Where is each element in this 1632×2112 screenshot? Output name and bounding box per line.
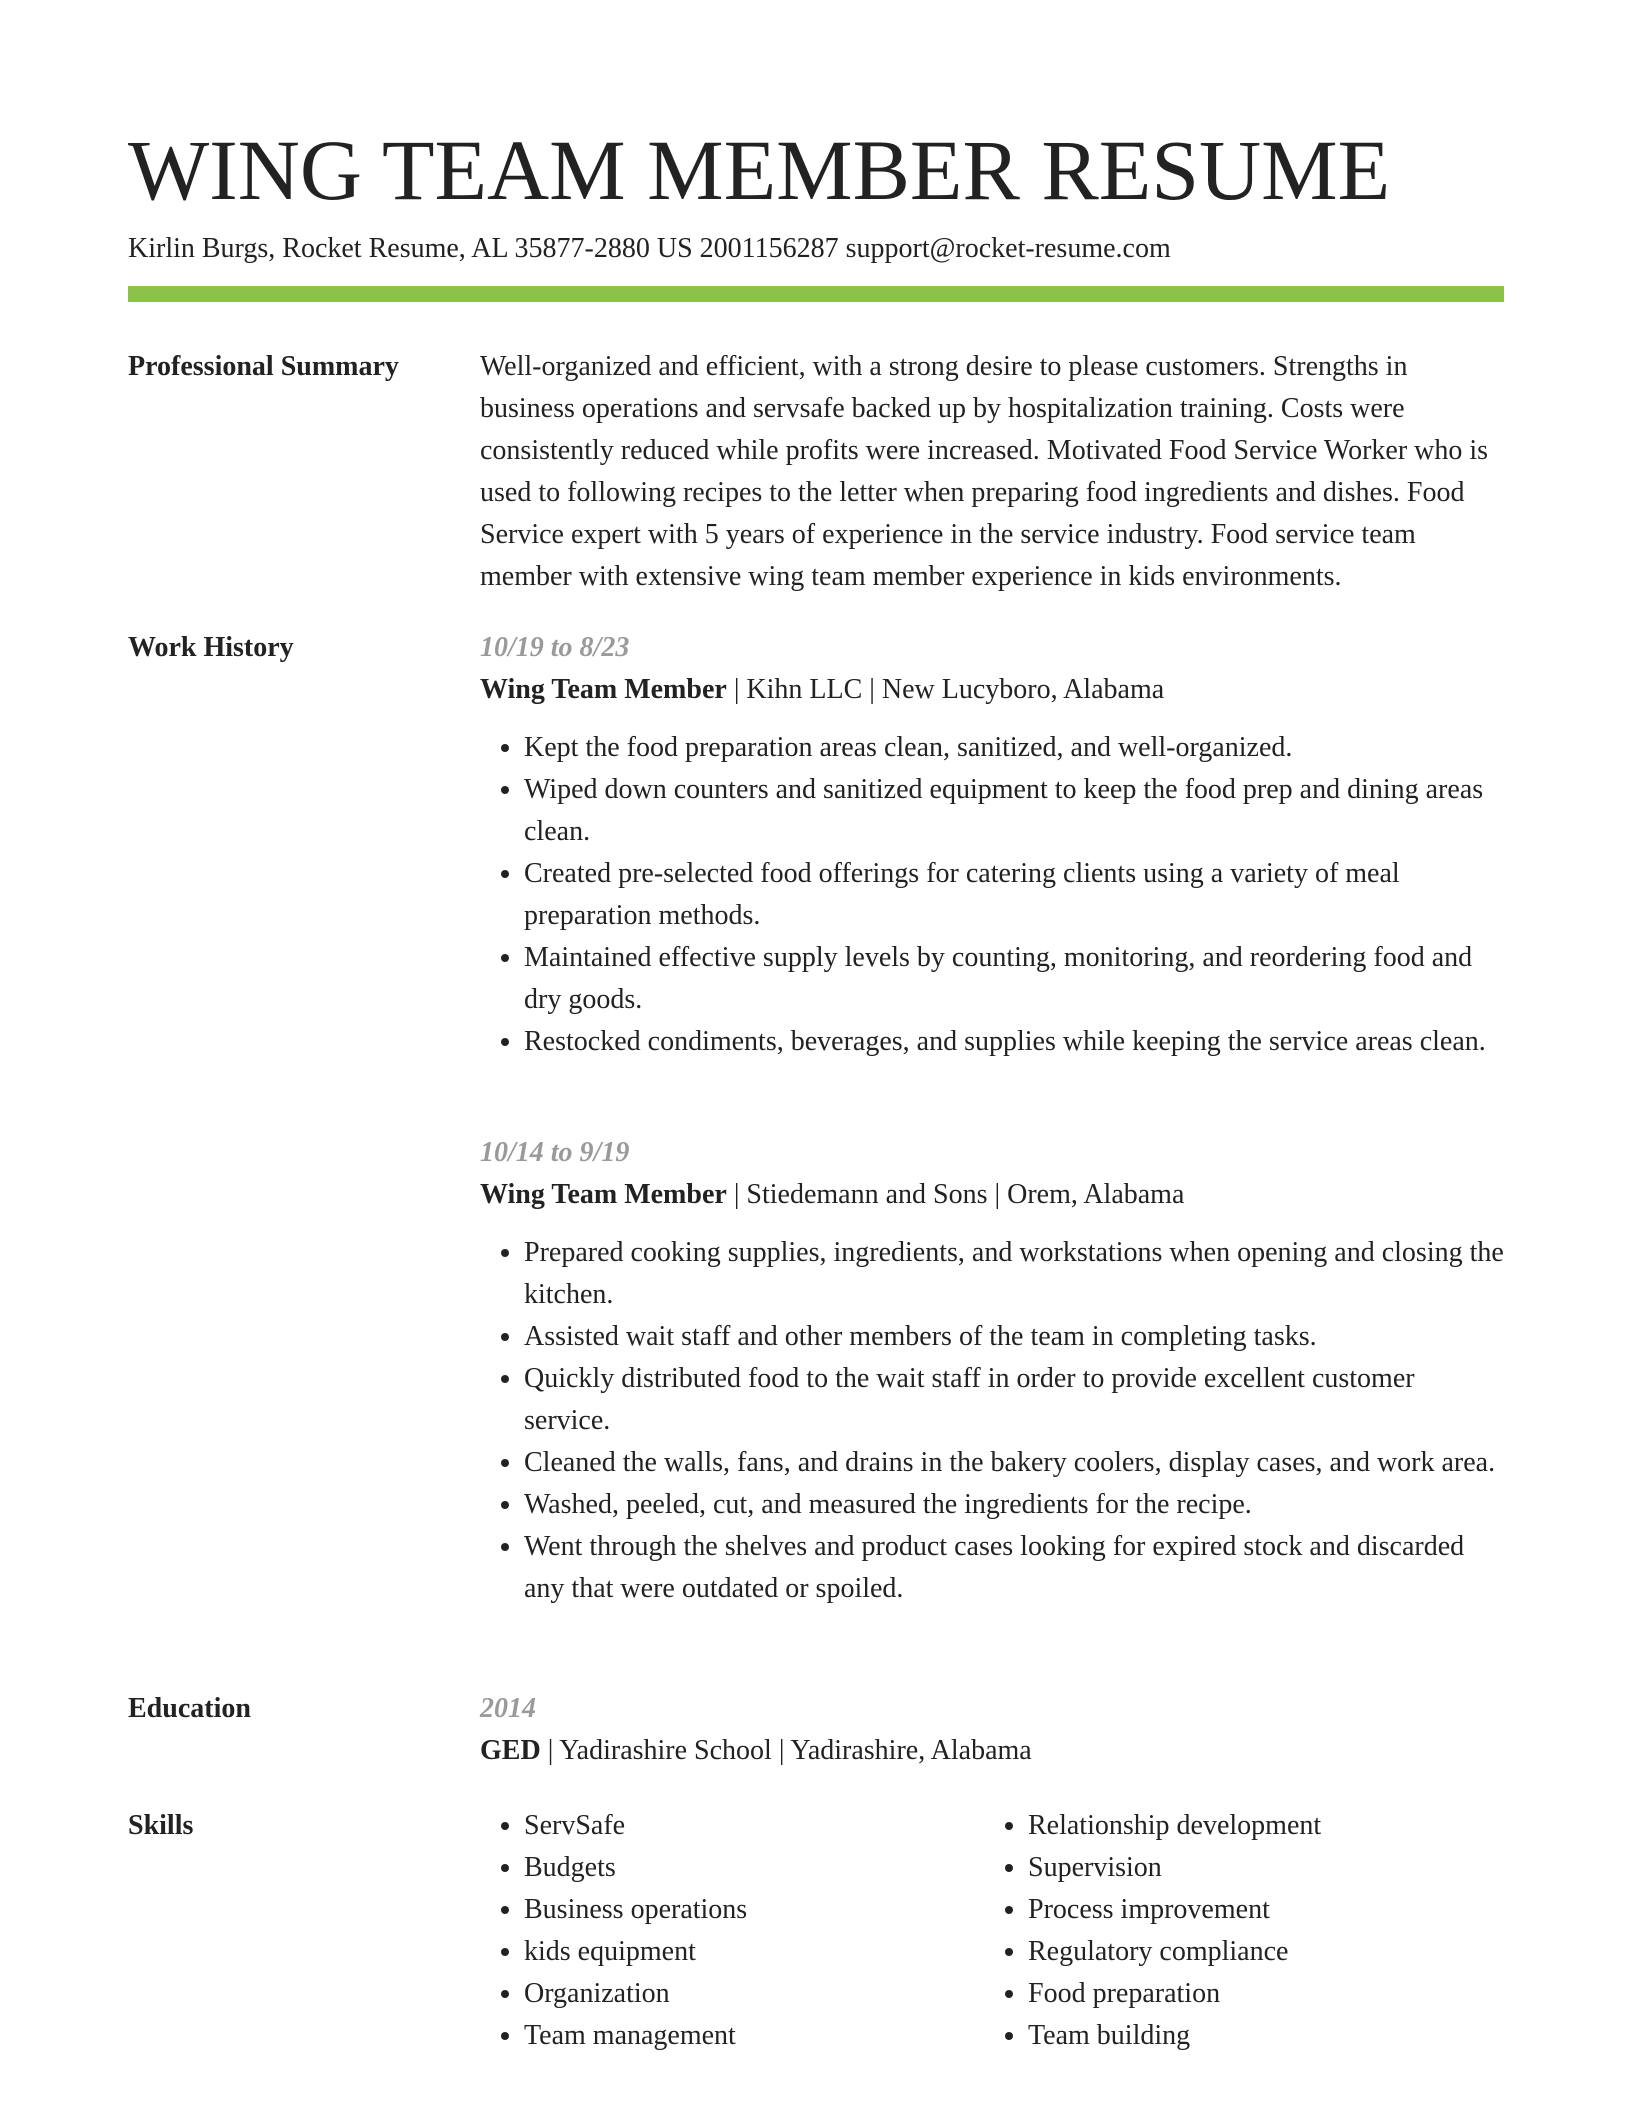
job-duties: [480, 1232, 1504, 1610]
skills-heading: Skills: [128, 1810, 194, 1841]
job-duty: • Quickly distributed food to the wait staff in order to provide excellent customer service.: [524, 1358, 1504, 1442]
contact-info: Kirlin Burgs, Rocket Resume, AL 35877-2880 US 2001156287 support@rocket-resume.com: [128, 233, 1171, 264]
job-details: | Kihn LLC | New Lucyboro, Alabama: [726, 674, 1165, 705]
skill-item: • ServSafe: [524, 1805, 980, 1847]
job-header: [480, 669, 1504, 711]
education-heading: Education: [128, 1693, 251, 1724]
accent-divider: [128, 286, 1504, 302]
education-degree: GED: [480, 1735, 541, 1766]
job-duty: • Washed, peeled, cut, and measured the ingredients for the recipe.: [524, 1484, 1504, 1526]
summary-heading: Professional Summary: [128, 351, 399, 382]
education-section: [480, 1688, 1504, 1772]
skill-item: • Process improvement: [1028, 1889, 1484, 1931]
skill-item: • Food preparation: [1028, 1973, 1484, 2015]
job-duty: • Wiped down counters and sanitized equipment to keep the food prep and dining areas clean.: [524, 769, 1504, 853]
job-title: Wing Team Member: [480, 674, 727, 705]
work-history-heading: Work History: [128, 632, 294, 663]
resume-title: WING TEAM MEMBER RESUME: [128, 122, 1391, 218]
job-entry: [480, 1132, 1504, 1610]
job-duty: • Kept the food preparation areas clean, sanitized, and well-organized.: [524, 727, 1504, 769]
job-duty: • Prepared cooking supplies, ingredients, and workstations when opening and closing the kitchen.: [524, 1232, 1504, 1316]
job-title: Wing Team Member: [480, 1179, 727, 1210]
job-duty: • Assisted wait staff and other members of the team in completing tasks.: [524, 1316, 1504, 1358]
education-header: [480, 1730, 1504, 1772]
skill-item: • Organization: [524, 1973, 980, 2015]
skill-item: • Budgets: [524, 1847, 980, 1889]
job-duties: [480, 727, 1504, 1063]
job-dates: 10/14 to 9/19: [480, 1137, 630, 1168]
job-duty: • Went through the shelves and product cases looking for expired stock and discarded any that were outdated or spoiled.: [524, 1526, 1504, 1610]
job-duty: • Maintained effective supply levels by counting, monitoring, and reordering food and dry goods.: [524, 937, 1504, 1021]
education-year: 2014: [480, 1693, 536, 1724]
skill-item: • Supervision: [1028, 1847, 1484, 1889]
job-dates: 10/19 to 8/23: [480, 632, 630, 663]
skill-item: • Team management: [524, 2015, 980, 2057]
skills-section: [480, 1805, 1504, 2065]
education-details: | Yadirashire School | Yadirashire, Alabama: [540, 1735, 1032, 1766]
skills-column-right: [984, 1805, 1484, 2057]
summary-section: [480, 346, 1504, 598]
work-history-section: [480, 627, 1504, 1063]
skill-item: • Regulatory compliance: [1028, 1931, 1484, 1973]
summary-text: Well-organized and efficient, with a strong desire to please customers. Strengths in business operations and servsafe backed up by hospitalization training. Costs were consistently reduced while profits were increased. Motivated Food Service Worker who is used to following recipes to the letter when preparing food ingredients and dishes. Food Service expert with 5 years of experience in the service industry. Food service team member with extensive wing team member experience in kids environments.: [480, 351, 1489, 592]
work-history-section-2: [480, 1132, 1504, 1610]
skill-item: • kids equipment: [524, 1931, 980, 1973]
job-duty: • Cleaned the walls, fans, and drains in the bakery coolers, display cases, and work area.: [524, 1442, 1504, 1484]
job-entry: [480, 627, 1504, 1063]
job-header: [480, 1174, 1504, 1216]
job-details: | Stiedemann and Sons | Orem, Alabama: [726, 1179, 1185, 1210]
job-duty: • Created pre-selected food offerings for catering clients using a variety of meal preparation methods.: [524, 853, 1504, 937]
skills-column-left: [480, 1805, 980, 2057]
skill-item: • Business operations: [524, 1889, 980, 1931]
skill-item: • Relationship development: [1028, 1805, 1484, 1847]
job-duty: • Restocked condiments, beverages, and supplies while keeping the service areas clean.: [524, 1021, 1504, 1063]
skill-item: • Team building: [1028, 2015, 1484, 2057]
